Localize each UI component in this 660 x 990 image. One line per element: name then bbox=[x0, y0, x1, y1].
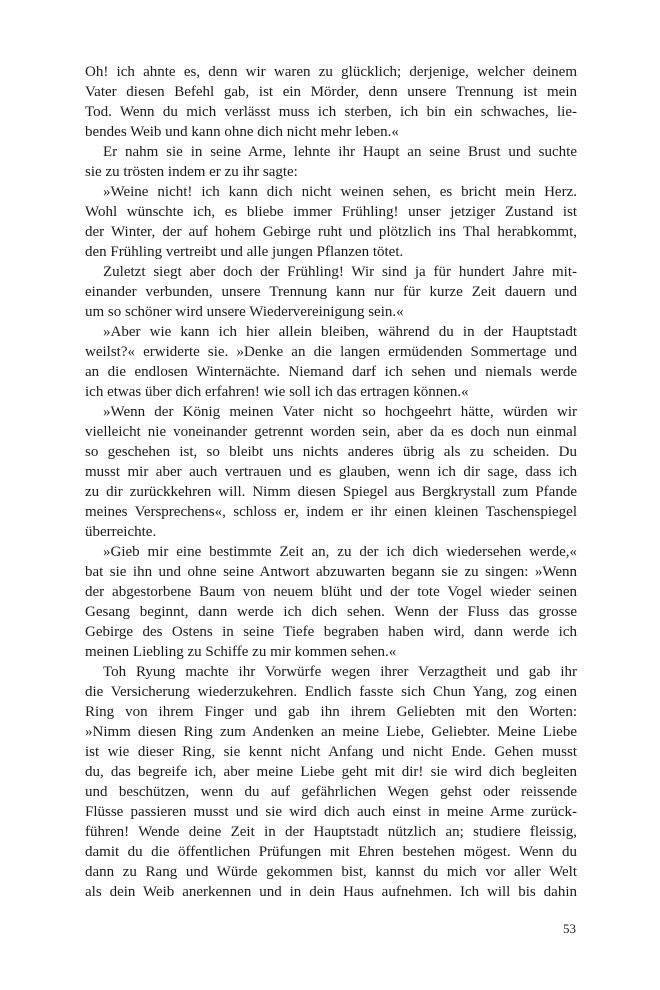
text-line: du, das begreife ich, aber meine Liebe geht mit dir! sie wird dich begleiten bbox=[85, 764, 577, 780]
text-line: »Aber wie kann ich hier allein bleiben, während du in der Hauptstadt bbox=[103, 324, 577, 340]
text-line: »Gieb mir eine bestimmte Zeit an, zu der ich dich wiedersehen werde,« bbox=[103, 544, 577, 560]
page-number: 53 bbox=[563, 921, 576, 936]
text-line: vielleicht nie voneinander getrennt worden sein, aber da es doch nun einmal bbox=[85, 424, 577, 440]
text-line: damit du die öffentlichen Prüfungen mit Ehren bestehen mögest. Wenn du bbox=[85, 844, 577, 860]
paragraph bbox=[85, 262, 577, 322]
text-line: Vater diesen Befehl gab, ist ein Mörder, denn unsere Trennung ist mein bbox=[85, 84, 577, 100]
paragraph bbox=[85, 322, 577, 402]
text-line: sie zu trösten indem er zu ihr sagte: bbox=[85, 164, 298, 180]
text-line: an die endlosen Winternächte. Niemand darf ich sehen und niemals werde bbox=[85, 364, 577, 380]
text-line: der abgestorbene Baum von neuem blüht und der tote Vogel wieder seinen bbox=[85, 584, 577, 600]
paragraph bbox=[85, 542, 577, 662]
text-line: die Versicherung wiederzukehren. Endlich fasste sich Chun Yang, zog einen bbox=[85, 684, 577, 700]
text-line: Zuletzt siegt aber doch der Frühling! Wir sind ja für hundert Jahre mit- bbox=[103, 264, 577, 280]
paragraph bbox=[85, 662, 577, 902]
text-line: als dein Weib anerkennen und in dein Haus aufnehmen. Ich will bis dahin bbox=[85, 884, 577, 900]
text-line: der Winter, der auf hohem Gebirge ruht und plötzlich ins Thal herabkommt, bbox=[85, 224, 577, 240]
text-line: ich etwas über dich erfahren! wie soll ich das ertragen können.« bbox=[85, 384, 469, 400]
paragraph bbox=[85, 142, 577, 182]
text-line: »Weine nicht! ich kann dich nicht weinen sehen, es bricht mein Herz. bbox=[103, 184, 577, 200]
text-line: Ring von ihrem Finger und gab ihn ihrem Geliebten mit den Worten: bbox=[85, 704, 577, 720]
text-line: um so schöner wird unsere Wiedervereinigung sein.« bbox=[85, 304, 404, 320]
text-line: Wohl wünschte ich, es bliebe immer Frühling! unser jetziger Zustand ist bbox=[85, 204, 577, 220]
text-line: führen! Wende deine Zeit in der Hauptstadt nützlich an; studiere fleissig, bbox=[85, 824, 577, 840]
text-line: »Nimm diesen Ring zum Andenken an meine Liebe, Geliebter. Meine Liebe bbox=[85, 724, 577, 740]
paragraph bbox=[85, 62, 577, 142]
text-line: Gesang beginnt, dann werde ich dich sehen. Wenn der Fluss das grosse bbox=[85, 604, 577, 620]
text-line: bendes Weib und kann ohne dich nicht mehr leben.« bbox=[85, 124, 399, 140]
text-block bbox=[85, 62, 577, 902]
text-line: Er nahm sie in seine Arme, lehnte ihr Haupt an seine Brust und suchte bbox=[103, 144, 577, 160]
text-line: Oh! ich ahnte es, denn wir waren zu glücklich; derjenige, welcher deinem bbox=[85, 64, 577, 80]
text-line: bat sie ihn und ohne seine Antwort abzuwarten begann sie zu singen: »Wenn bbox=[85, 564, 577, 580]
paragraph bbox=[85, 182, 577, 262]
text-line: Tod. Wenn du mich verlässt muss ich sterben, ich bin ein schwaches, lie- bbox=[85, 104, 577, 120]
text-line: meinen Liebling zu Schiffe zu mir kommen sehen.« bbox=[85, 644, 397, 660]
text-line: »Wenn der König meinen Vater nicht so hochgeehrt hätte, würden wir bbox=[103, 404, 577, 420]
text-line: den Frühling vertreibt und alle jungen Pflanzen tötet. bbox=[85, 244, 404, 260]
text-line: Gebirge des Ostens in seine Tiefe begraben haben wird, dann werde ich bbox=[85, 624, 577, 640]
text-line: weilst?« erwiderte sie. »Denke an die langen ermüdenden Sommertage und bbox=[85, 344, 577, 360]
text-line: musst mir aber auch vertrauen und es glauben, wenn ich dir sage, dass ich bbox=[85, 464, 577, 480]
text-line: einander verbunden, unsere Trennung kann nur für kurze Zeit dauern und bbox=[85, 284, 577, 300]
paragraph bbox=[85, 402, 577, 542]
text-line: dann zu Rang und Würde gekommen bist, kannst du mich vor aller Welt bbox=[85, 864, 577, 880]
text-line: zu dir zurückkehren will. Nimm diesen Spiegel aus Bergkrystall zum Pfande bbox=[85, 484, 577, 500]
text-line: ist wie dieser Ring, sie kennt nicht Anfang und nicht Ende. Gehen musst bbox=[85, 744, 577, 760]
text-line: meines Versprechens«, schloss er, indem er ihr einen kleinen Taschenspiegel bbox=[85, 504, 577, 520]
text-line: überreichte. bbox=[85, 524, 157, 540]
text-line: und beschützen, wenn du auf gefährlichen Wegen gehst oder reissende bbox=[85, 784, 577, 800]
text-line: Toh Ryung machte ihr Vorwürfe wegen ihrer Verzagtheit und gab ihr bbox=[103, 664, 577, 680]
text-line: Flüsse passieren musst und sie wird dich auch einst in meine Arme zurück- bbox=[85, 804, 577, 820]
text-line: so geschehen ist, so bleibt uns nichts anderes übrig als zu scheiden. Du bbox=[85, 444, 577, 460]
